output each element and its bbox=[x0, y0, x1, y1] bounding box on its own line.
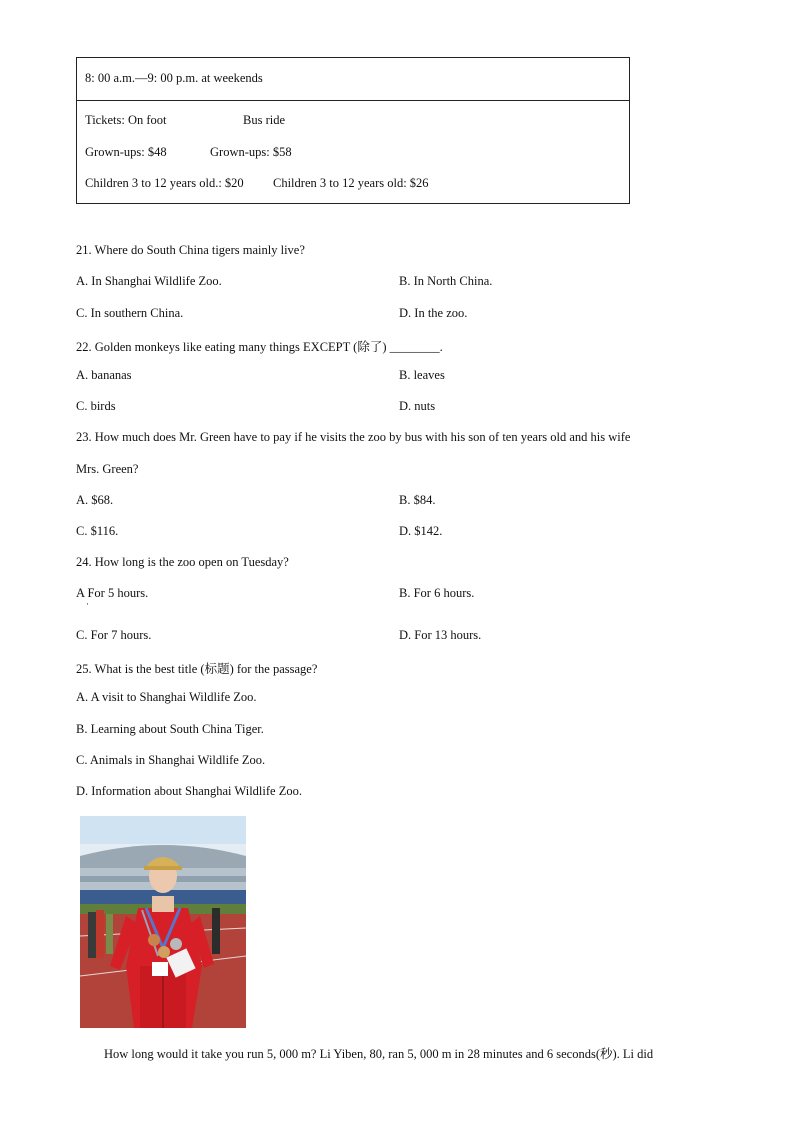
question-25-option-c: C. Animals in Shanghai Wildlife Zoo. bbox=[76, 753, 266, 767]
question-25-stem: 25. What is the best title (标题) for the passage? bbox=[76, 662, 318, 676]
passage-first-line: How long would it take you run 5, 000 m? Li Yiben, 80, ran 5, 000 m in 28 minutes and 6 seconds(秒). Li did bbox=[104, 1047, 654, 1061]
question-23-option-c: C. $116. bbox=[76, 524, 119, 538]
question-25-option-b: B. Learning about South China Tiger. bbox=[76, 722, 264, 736]
question-21-option-d: D. In the zoo. bbox=[399, 306, 468, 320]
adult-bus-price: Grown-ups: $58 bbox=[210, 145, 292, 159]
question-23-option-d: D. $142. bbox=[399, 524, 443, 538]
question-22-option-d: D. nuts bbox=[399, 399, 436, 413]
question-24-option-a: A For 5 hours. bbox=[76, 586, 149, 600]
question-21-stem: 21. Where do South China tigers mainly live? bbox=[76, 243, 305, 257]
question-24-option-b: B. For 6 hours. bbox=[399, 586, 475, 600]
tickets-on-foot-header: Tickets: On foot bbox=[85, 113, 167, 127]
question-23-option-b: B. $84. bbox=[399, 493, 436, 507]
question-23-option-a: A. $68. bbox=[76, 493, 114, 507]
question-22-option-c: C. birds bbox=[76, 399, 116, 413]
question-22-option-b: B. leaves bbox=[399, 368, 445, 382]
runner-photo bbox=[80, 816, 246, 1028]
child-foot-price: Children 3 to 12 years old.: $20 bbox=[85, 176, 244, 190]
question-24-stem: 24. How long is the zoo open on Tuesday? bbox=[76, 555, 289, 569]
question-24-option-c: C. For 7 hours. bbox=[76, 628, 152, 642]
question-21-option-a: A. In Shanghai Wildlife Zoo. bbox=[76, 274, 222, 288]
table-divider bbox=[77, 100, 629, 101]
question-22-stem: 22. Golden monkeys like eating many things EXCEPT (除了) ________. bbox=[76, 340, 443, 354]
question-23-stem-continued: Mrs. Green? bbox=[76, 462, 139, 476]
opening-hours-text: 8: 00 a.m.—9: 00 p.m. at weekends bbox=[85, 71, 263, 85]
question-25-option-d: D. Information about Shanghai Wildlife Zoo. bbox=[76, 784, 302, 798]
stray-dot-mark: · bbox=[86, 599, 89, 609]
adult-foot-price: Grown-ups: $48 bbox=[85, 145, 167, 159]
question-22-option-a: A. bananas bbox=[76, 368, 132, 382]
bus-ride-header: Bus ride bbox=[243, 113, 286, 127]
question-24-option-d: D. For 13 hours. bbox=[399, 628, 482, 642]
question-21-option-b: B. In North China. bbox=[399, 274, 493, 288]
question-25-option-a: A. A visit to Shanghai Wildlife Zoo. bbox=[76, 690, 257, 704]
zoo-info-table bbox=[76, 57, 630, 204]
child-bus-price: Children 3 to 12 years old: $26 bbox=[273, 176, 429, 190]
question-23-stem: 23. How much does Mr. Green have to pay if he visits the zoo by bus with his son of ten years old and his wife bbox=[76, 430, 631, 444]
question-21-option-c: C. In southern China. bbox=[76, 306, 184, 320]
